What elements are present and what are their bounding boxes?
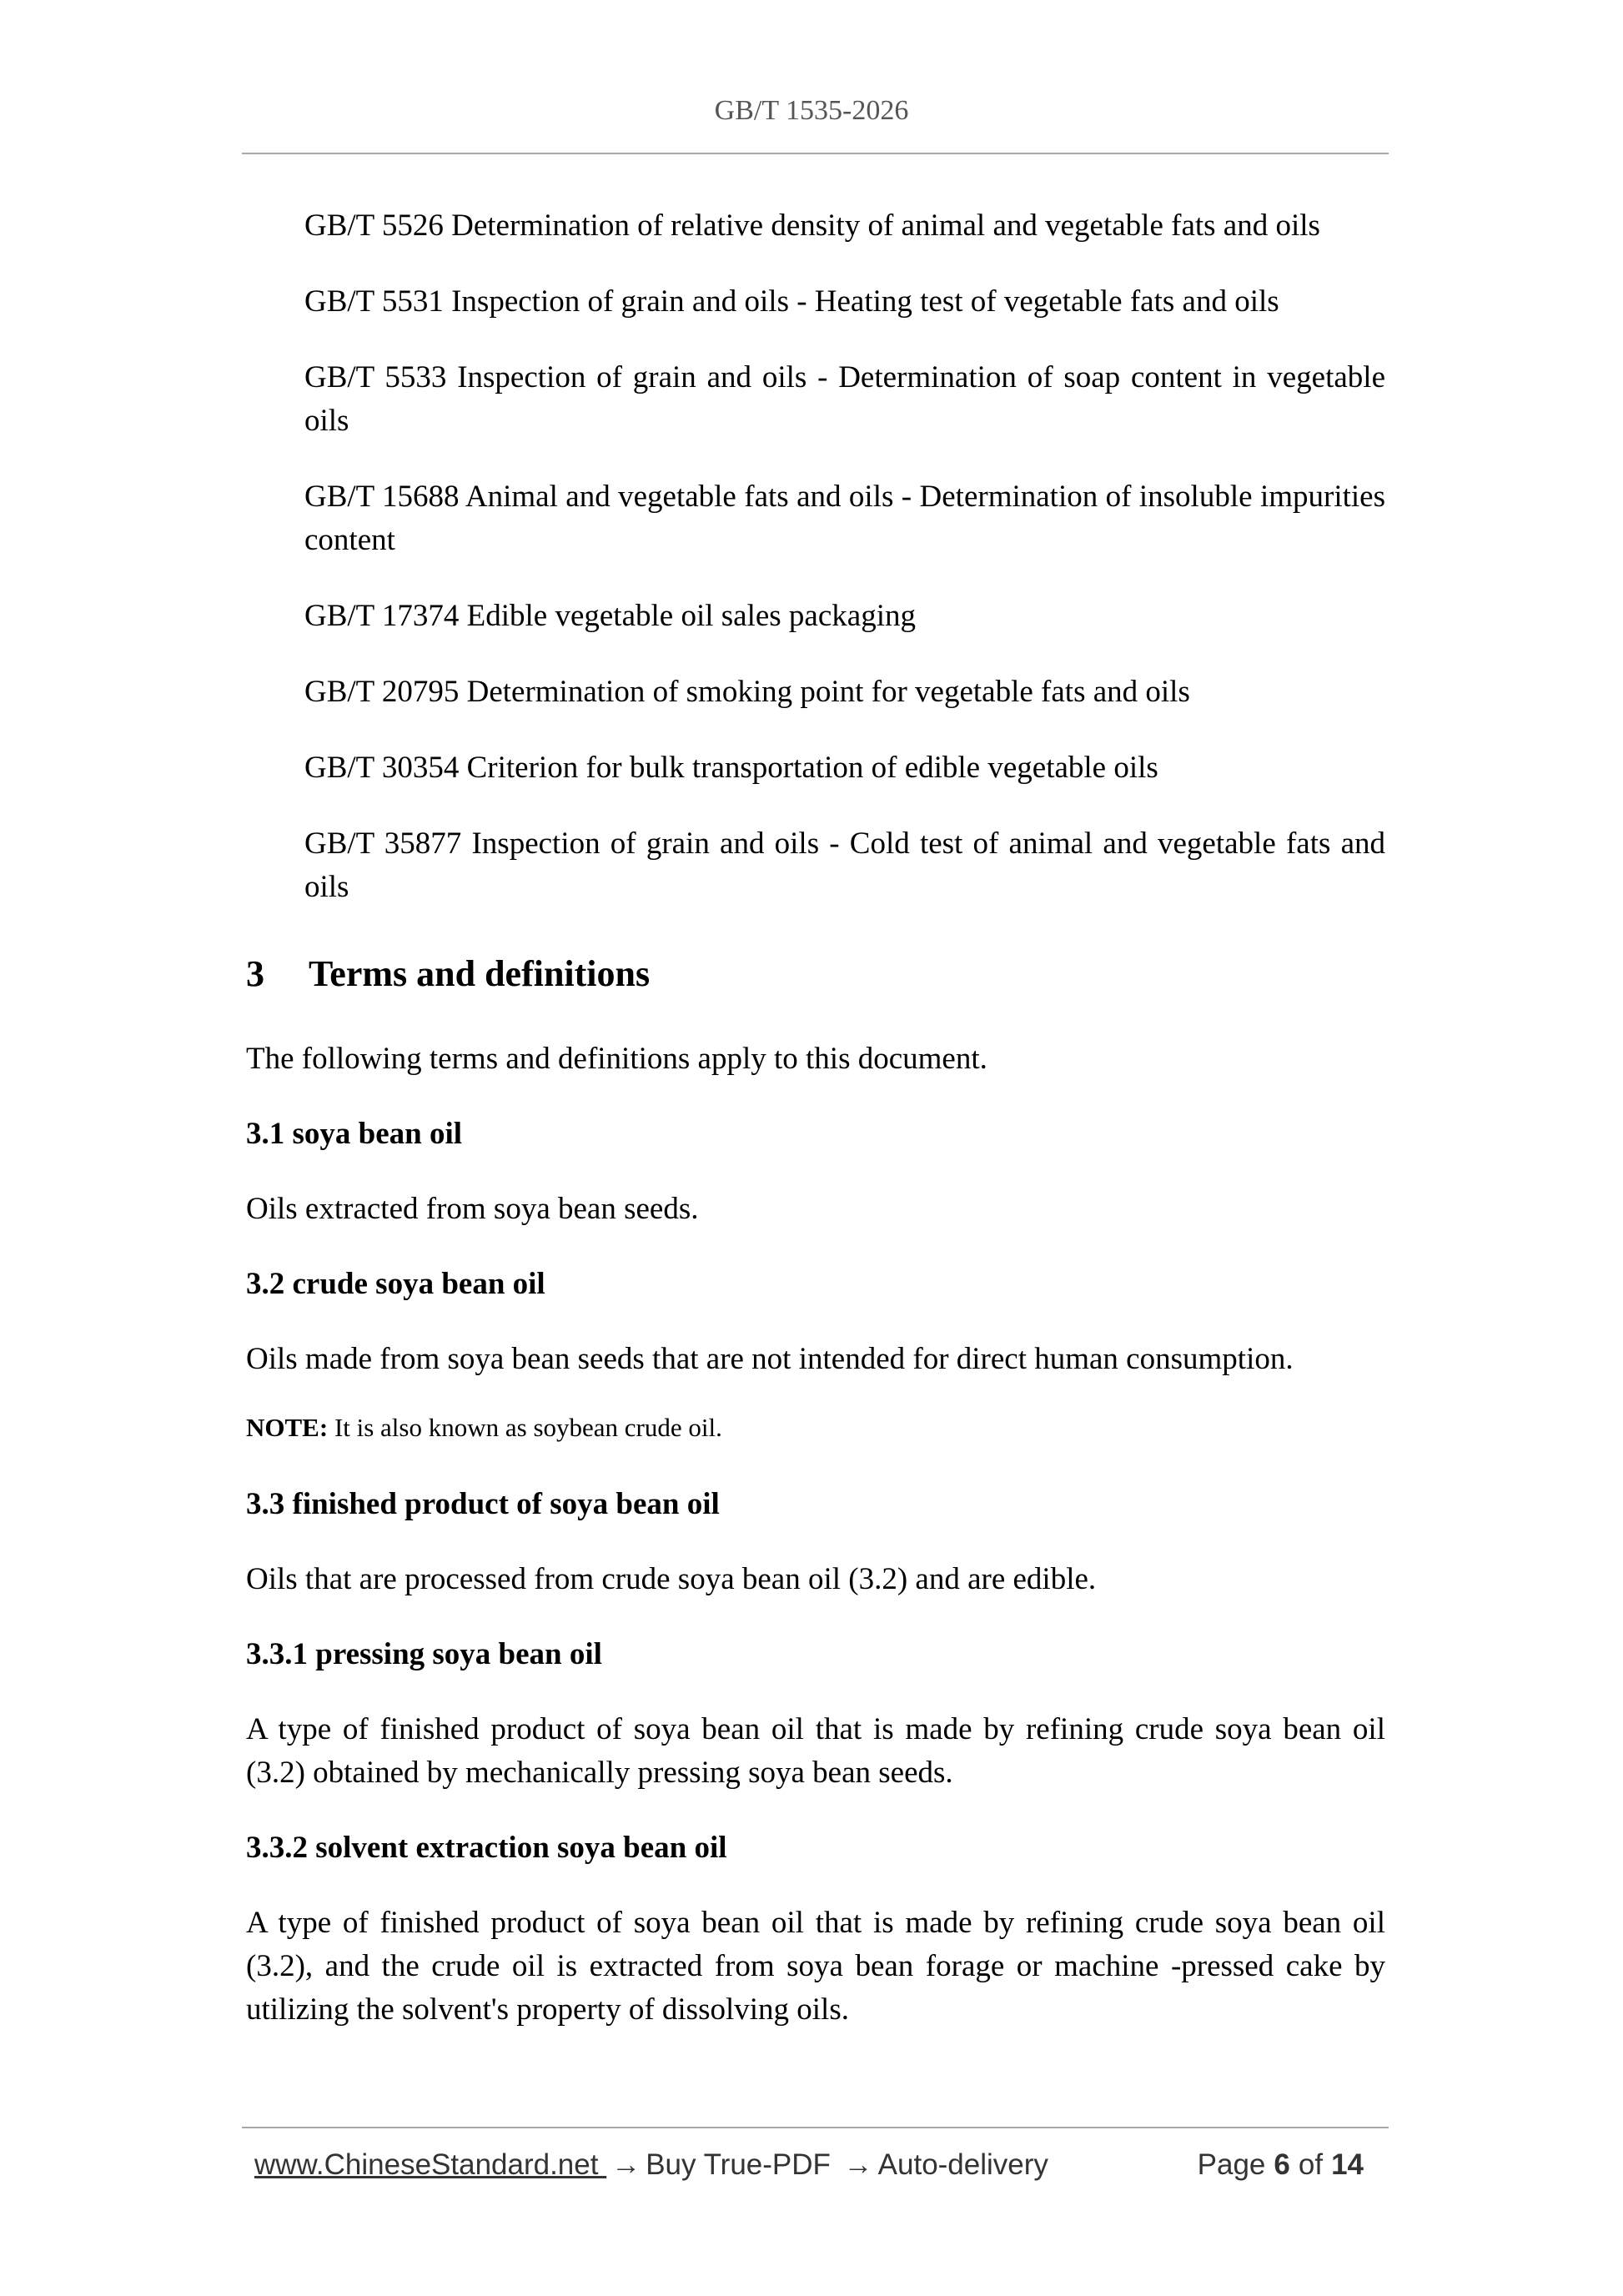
reference-item: GB/T 35877 Inspection of grain and oils - Cold test of animal and vegetable fats and oils — [304, 826, 1385, 904]
reference-item: GB/T 20795 Determination of smoking point for vegetable fats and oils — [304, 675, 1190, 709]
section-number: 3 — [246, 953, 264, 994]
page-indicator — [1198, 2143, 1372, 2187]
term-heading: 3.3.2 solvent extraction soya bean oil — [246, 1831, 727, 1865]
footer-promo — [254, 2143, 1048, 2187]
header-divider — [242, 153, 1389, 154]
page-current: 6 — [1274, 2148, 1290, 2181]
auto-delivery-text: Auto-delivery — [877, 2148, 1048, 2181]
reference-item: GB/T 5526 Determination of relative density of animal and vegetable fats and oils — [304, 208, 1320, 243]
website-link[interactable]: www.ChineseStandard.net — [254, 2148, 607, 2181]
term-heading: 3.3.1 pressing soya bean oil — [246, 1637, 602, 1671]
section-heading — [246, 951, 1385, 997]
term-note — [246, 1409, 1385, 1446]
terms-section — [246, 951, 1385, 2063]
section-intro: The following terms and definitions apply to this document. — [246, 1042, 987, 1076]
section-title: Terms and definitions — [309, 953, 651, 994]
footer-divider — [242, 2127, 1389, 2128]
term-heading: 3.3 finished product of soya bean oil — [246, 1487, 720, 1521]
document-header — [0, 94, 1623, 128]
page-label: Page — [1197, 2148, 1266, 2181]
term-definition: A type of finished product of soya bean oil that is made by refining crude soya bean oil (3.2), and the crude oil is extracted from soya bean forage or machine -pressed cake by utilizing the solvent's property of dissolving oils. — [246, 1906, 1385, 2027]
note-text: It is also known as soybean crude oil. — [328, 1413, 722, 1442]
reference-item: GB/T 15688 Animal and vegetable fats and oils - Determination of insoluble impurities content — [304, 480, 1385, 557]
term-heading: 3.1 soya bean oil — [246, 1117, 463, 1151]
reference-item: GB/T 30354 Criterion for bulk transportation of edible vegetable oils — [304, 751, 1158, 785]
buy-pdf-text: Buy True-PDF — [646, 2148, 831, 2181]
term-definition: Oils extracted from soya bean seeds. — [246, 1192, 699, 1226]
term-definition: A type of finished product of soya bean oil that is made by refining crude soya bean oil (3.2) obtained by mechanically pressing soya bean seeds. — [246, 1712, 1385, 1790]
arrow-right-icon: → — [611, 2148, 641, 2181]
note-label: NOTE: — [246, 1413, 329, 1442]
page-footer — [254, 2143, 1372, 2187]
arrow-right-icon: → — [843, 2148, 873, 2181]
reference-item: GB/T 5533 Inspection of grain and oils - Determination of soap content in vegetable oils — [304, 360, 1385, 438]
page-total: 14 — [1331, 2148, 1364, 2181]
reference-item: GB/T 17374 Edible vegetable oil sales packaging — [304, 599, 916, 633]
term-heading: 3.2 crude soya bean oil — [246, 1267, 545, 1301]
term-definition: Oils that are processed from crude soya bean oil (3.2) and are edible. — [246, 1562, 1097, 1596]
page-of-label: of — [1298, 2148, 1324, 2181]
reference-item: GB/T 5531 Inspection of grain and oils - Heating test of vegetable fats and oils — [304, 284, 1279, 319]
standard-code: GB/T 1535-2026 — [714, 95, 909, 126]
normative-references-list — [304, 204, 1385, 942]
term-definition: Oils made from soya bean seeds that are not intended for direct human consumption. — [246, 1342, 1294, 1376]
